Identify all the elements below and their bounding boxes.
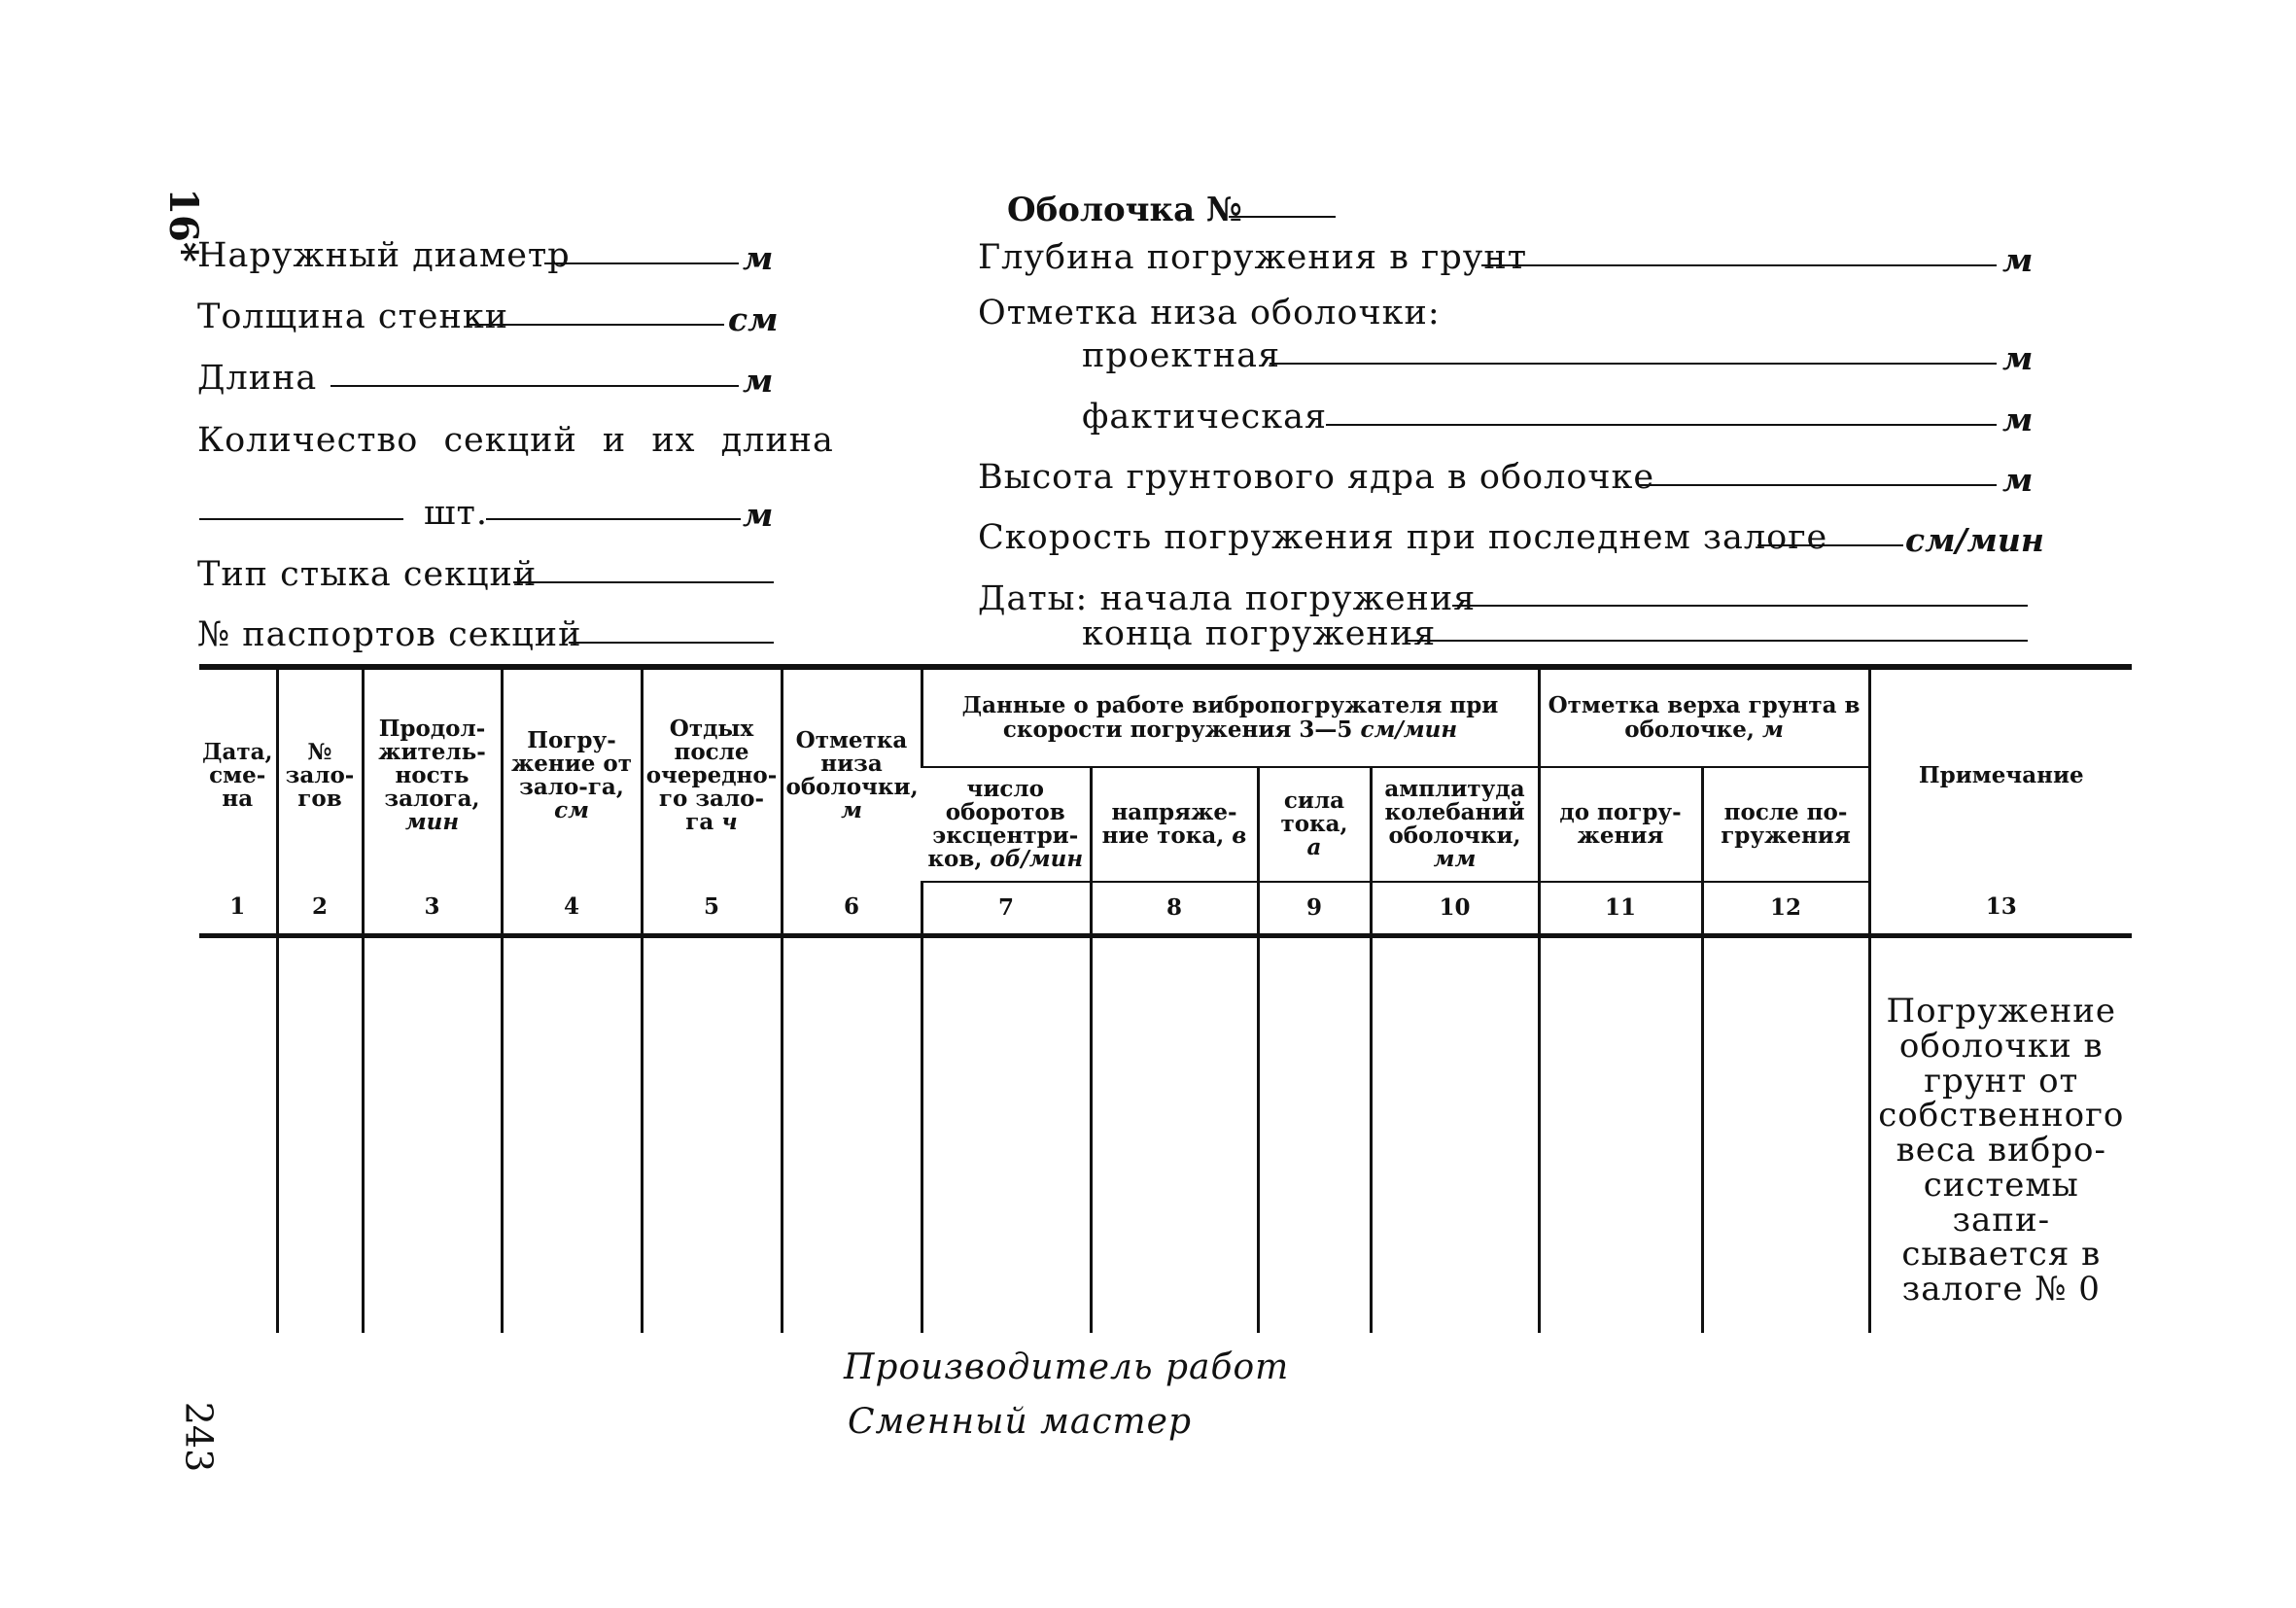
- speed-label: Скорость погружения при последнем залоге: [978, 518, 1828, 557]
- outer-diameter-unit: м: [743, 239, 774, 277]
- header-eccentric-rpm-unit: об/мин: [990, 846, 1084, 873]
- shell-title: Оболочка №: [1007, 191, 1242, 229]
- cell-drive-duration[interactable]: [363, 936, 502, 1334]
- page-number: 243: [177, 1401, 221, 1473]
- cell-drive-number[interactable]: [277, 936, 363, 1334]
- header-eccentric-rpm: число оборотов эксцентри-ков, об/мин: [922, 767, 1091, 882]
- header-bottom-mark: Отметка низа оболочки, м: [782, 667, 922, 882]
- dates-start-label: Даты: начала погружения: [978, 579, 1477, 618]
- speed-line[interactable]: [1757, 544, 1903, 546]
- dates-end-label: конца погружения: [1082, 614, 1437, 653]
- column-number: 8: [1091, 882, 1258, 936]
- header-drive-duration-unit: мин: [404, 809, 460, 836]
- header-vibro-group: Данные о работе вибропогружателя при скорости погружения 3—5 см/мин: [922, 667, 1539, 767]
- design-mark-label: проектная: [1082, 336, 1281, 375]
- cell-rest[interactable]: [642, 936, 782, 1334]
- speed-unit: см/мин: [1905, 521, 2044, 559]
- shell-driving-journal-table: [199, 664, 2132, 1333]
- wall-thickness-unit: см: [728, 300, 779, 338]
- cell-date-shift[interactable]: [199, 936, 277, 1334]
- shift-master-signature-label: Сменный мастер: [848, 1402, 1193, 1442]
- column-number: 2: [277, 882, 363, 936]
- header-voltage-unit: в: [1232, 822, 1247, 849]
- header-ground-after: после по-гружения: [1702, 767, 1869, 882]
- cell-current[interactable]: [1258, 936, 1371, 1334]
- design-mark-unit: м: [2002, 339, 2034, 377]
- joint-type-line[interactable]: [513, 581, 774, 583]
- passports-label: № паспортов секций: [197, 615, 582, 654]
- dates-start-line[interactable]: [1452, 605, 2028, 607]
- header-drive-duration: Продол-житель-ность залога, мин: [363, 667, 502, 882]
- sections-count-line[interactable]: [199, 518, 403, 520]
- header-voltage: напряже-ние тока, в: [1091, 767, 1258, 882]
- cell-ground-before[interactable]: [1539, 936, 1702, 1334]
- cell-voltage[interactable]: [1091, 936, 1258, 1334]
- cell-penetration[interactable]: [502, 936, 642, 1334]
- header-amplitude: амплитуда колебаний оболочки, мм: [1371, 767, 1539, 882]
- foreman-signature-label: Производитель работ: [844, 1347, 1290, 1387]
- shell-number-line[interactable]: [1229, 216, 1336, 218]
- column-number: 5: [642, 882, 782, 936]
- wall-thickness-label: Толщина стенки: [197, 297, 509, 336]
- header-vibro-group-unit: см/мин: [1360, 716, 1458, 743]
- outer-diameter-line[interactable]: [544, 262, 739, 264]
- actual-mark-label: фактическая: [1082, 398, 1328, 437]
- cell-bottom-mark[interactable]: [782, 936, 922, 1334]
- depth-unit: м: [2002, 241, 2034, 279]
- wall-thickness-line[interactable]: [467, 324, 724, 326]
- column-number: 12: [1702, 882, 1869, 936]
- cell-ground-after[interactable]: [1702, 936, 1869, 1334]
- column-number: 13: [1869, 882, 2132, 936]
- dates-end-line[interactable]: [1406, 640, 2028, 642]
- column-number: 6: [782, 882, 922, 936]
- side-label: 16*: [159, 188, 206, 262]
- passports-line[interactable]: [569, 642, 774, 644]
- cell-amplitude[interactable]: [1371, 936, 1539, 1334]
- header-current-unit: а: [1306, 834, 1322, 861]
- header-bottom-mark-unit: м: [841, 797, 862, 824]
- header-ground-group: Отметка верха грунта в оболочке, м: [1539, 667, 1869, 767]
- joint-type-label: Тип стыка секций: [197, 555, 538, 594]
- header-rest-unit: ч: [721, 809, 738, 836]
- header-date-shift: Дата, сме-на: [199, 667, 277, 882]
- actual-mark-line[interactable]: [1326, 424, 1997, 426]
- outer-diameter-label: Наружный диаметр: [197, 236, 571, 275]
- header-penetration-unit: см: [554, 797, 589, 824]
- header-penetration: Погру-жение от зало-га, см: [502, 667, 642, 882]
- sections-pcs-label: шт.: [424, 494, 489, 533]
- core-height-line[interactable]: [1639, 484, 1997, 486]
- column-number: 7: [922, 882, 1091, 936]
- design-mark-line[interactable]: [1270, 363, 1997, 365]
- column-number: 3: [363, 882, 502, 936]
- column-number: 4: [502, 882, 642, 936]
- column-number: 9: [1258, 882, 1371, 936]
- column-number: 11: [1539, 882, 1702, 936]
- depth-label: Глубина погружения в грунт: [978, 238, 1528, 277]
- header-ground-before: до погру-жения: [1539, 767, 1702, 882]
- sections-length-unit: м: [743, 496, 774, 534]
- header-ground-group-unit: м: [1761, 716, 1784, 743]
- length-line[interactable]: [330, 385, 739, 387]
- sections-length-line[interactable]: [486, 518, 741, 520]
- length-unit: м: [743, 362, 774, 400]
- header-drive-number: № зало-гов: [277, 667, 363, 882]
- core-height-label: Высота грунтового ядра в оболочке: [978, 458, 1655, 497]
- column-number: 1: [199, 882, 277, 936]
- length-label: Длина: [197, 359, 318, 398]
- header-note: Примечание: [1869, 667, 2132, 882]
- bottom-mark-label: Отметка низа оболочки:: [978, 294, 1441, 332]
- table-row: [199, 936, 2132, 1334]
- column-number: 10: [1371, 882, 1539, 936]
- cell-eccentric-rpm[interactable]: [922, 936, 1091, 1334]
- header-current: сила тока, а: [1258, 767, 1371, 882]
- column-numbers-row: [199, 882, 2132, 936]
- core-height-unit: м: [2002, 461, 2034, 499]
- depth-line[interactable]: [1481, 264, 1997, 266]
- sections-count-label: Количество секций и их длина: [197, 421, 834, 460]
- cell-note: Погружение оболочки в грунт от собственного веса вибро-системы запи-сывается в залоге № 0: [1869, 936, 2132, 1334]
- header-amplitude-unit: мм: [1433, 846, 1477, 873]
- header-rest: Отдых после очередно-го зало-га ч: [642, 667, 782, 882]
- actual-mark-unit: м: [2002, 401, 2034, 438]
